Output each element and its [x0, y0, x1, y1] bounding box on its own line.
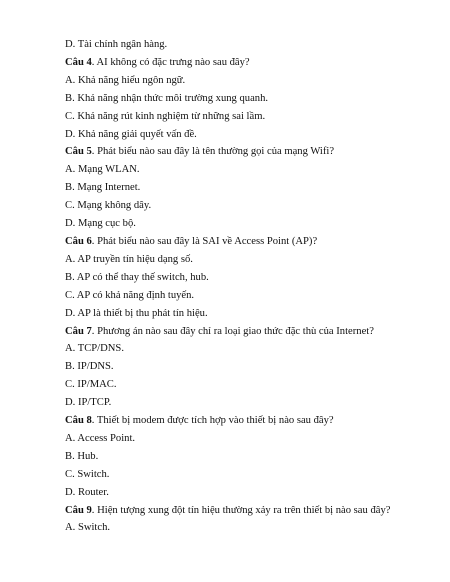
answer-option: C. Mạng không dây.	[65, 200, 152, 212]
answer-option: D. Tài chính ngân hàng.	[65, 39, 168, 50]
answer-option: B. IP/DNS.	[65, 361, 114, 373]
answer-option: A. Khả năng hiểu ngôn ngữ.	[65, 74, 186, 86]
question-number: Câu 4	[65, 56, 92, 68]
answer-option: C. AP có khả năng định tuyến.	[65, 289, 195, 301]
question-text: . Thiết bị modem được tích hợp vào thiết bị nào sau đây?	[91, 415, 334, 427]
question-line	[65, 412, 425, 430]
answer-option: B. Hub.	[65, 450, 99, 462]
answer-option: D. Router.	[65, 486, 109, 498]
answer-option: D. Mạng cục bộ.	[65, 218, 136, 230]
answer-option: B. AP có thể thay thế switch, hub.	[65, 271, 209, 283]
answer-option: A. TCP/DNS.	[65, 343, 124, 355]
question-number: Câu 8	[65, 415, 92, 427]
answer-option: A. Mạng WLAN.	[65, 164, 140, 176]
answer-option: C. Switch.	[65, 468, 110, 480]
answer-option: B. Mạng Internet.	[65, 182, 141, 194]
answer-option: A. Switch.	[65, 522, 111, 534]
question-line	[65, 502, 425, 520]
question-text: . AI không có đặc trưng nào sau đây?	[91, 56, 250, 68]
question-number: Câu 6	[65, 235, 92, 247]
answer-option: A. AP truyền tín hiệu dạng số.	[65, 253, 193, 265]
question-text: . Phát biểu nào sau đây là tên thường gọi của mạng Wifi?	[91, 146, 335, 158]
question-number: Câu 7	[65, 325, 92, 337]
answer-option: D. Khả năng giải quyết vấn đề.	[65, 128, 197, 140]
answer-option: C. IP/MAC.	[65, 379, 117, 391]
question-number: Câu 5	[65, 146, 92, 158]
question-line	[65, 54, 425, 72]
question-number: Câu 9	[65, 504, 92, 516]
question-line	[65, 233, 425, 251]
question-text: . Phương án nào sau đây chỉ ra loại giao thức đặc thù của Internet?	[91, 325, 374, 337]
question-line	[65, 143, 425, 161]
answer-option: C. Khả năng rút kinh nghiệm từ những sai lầm.	[65, 110, 266, 122]
question-text: . Hiện tượng xung đột tín hiệu thường xảy ra trên thiết bị nào sau đây?	[91, 504, 391, 516]
question-list	[65, 36, 425, 537]
answer-option: D. IP/TCP.	[65, 397, 112, 409]
answer-option: B. Khả năng nhận thức môi trường xung quanh.	[65, 92, 269, 104]
question-line	[65, 323, 425, 341]
answer-option: A. Access Point.	[65, 432, 136, 444]
answer-option: D. AP là thiết bị thu phát tín hiệu.	[65, 307, 208, 319]
question-text: . Phát biểu nào sau đây là SAI về Access Point (AP)?	[91, 235, 318, 247]
